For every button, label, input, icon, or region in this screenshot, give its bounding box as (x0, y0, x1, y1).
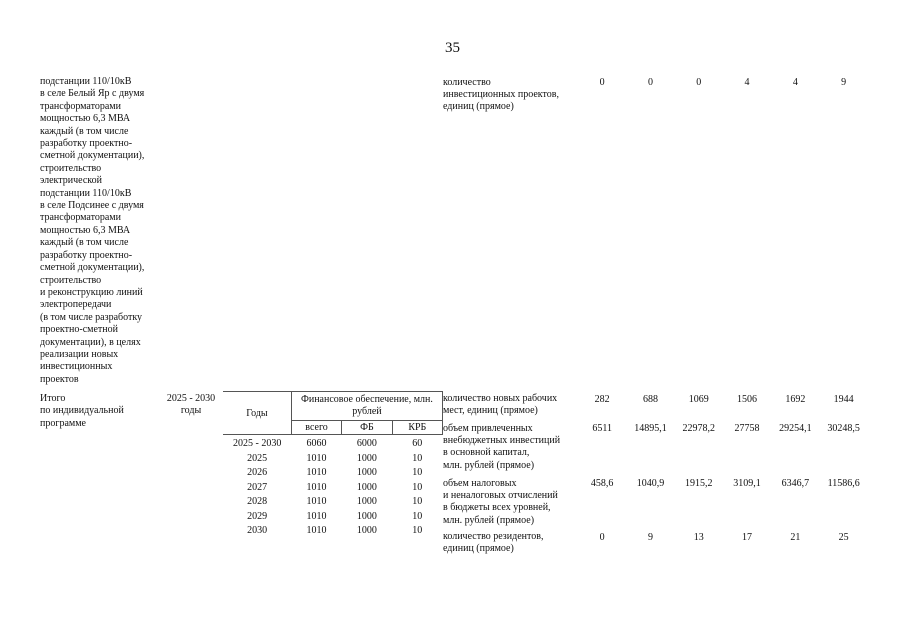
financing-table (223, 391, 443, 537)
project-line: в селе Подсинее с двумя (40, 200, 144, 212)
indicator-value: 3109,1 (733, 478, 761, 489)
fb-cell: 6000 (356, 438, 377, 449)
project-line: электропередачи (40, 299, 112, 311)
project-line: трансформаторами (40, 212, 121, 224)
indicator-line: млн. рублей (прямое) (443, 459, 535, 471)
krb-cell: 60 (412, 438, 423, 449)
year-cell: 2025 (247, 452, 268, 464)
indicator-line: количество новых рабочих (443, 393, 558, 404)
indicator-value: 688 (642, 394, 658, 405)
project-line: мощностью 6,3 МВА (40, 224, 131, 236)
fb-cell: 1000 (356, 510, 377, 522)
indicator-value: 0 (696, 77, 702, 88)
year-cell: 2025 - 2030 (233, 438, 282, 449)
page-number: 35 (445, 40, 460, 56)
financing-row (223, 450, 443, 465)
project-line: реализации новых (40, 348, 119, 360)
indicator-value: 21 (790, 532, 801, 543)
indicator-value: 30248,5 (827, 423, 860, 434)
project-line: строительство (40, 162, 102, 174)
indicator-value: 1506 (737, 394, 758, 405)
indicator-value: 458,6 (590, 478, 614, 489)
indicator-value: 0 (599, 77, 605, 88)
indicator-line: объем налоговых (443, 478, 517, 489)
project-line: проектов (40, 373, 79, 385)
indicator-line: единиц (прямое) (443, 543, 514, 555)
year-cell: 2027 (247, 481, 268, 493)
financing-header: Финансовое обеспечение, млн. рублей (291, 392, 442, 421)
fb-subheader: ФБ (342, 421, 392, 435)
total-cell: 1010 (306, 525, 327, 536)
indicator-line: количество резидентов, (443, 531, 544, 542)
project-line: (в том числе разработку (40, 311, 143, 323)
financing-row (223, 465, 443, 480)
total-period (160, 393, 222, 418)
total-cell: 6060 (306, 438, 327, 449)
total-label-line: программе (40, 417, 86, 429)
project-line: и реконструкцию линий (40, 286, 143, 298)
indicator-value: 22978,2 (682, 423, 715, 434)
fb-cell: 1000 (356, 452, 377, 464)
indicator-line: и неналоговых отчислений (443, 490, 558, 502)
fb-cell: 1000 (356, 467, 377, 478)
indicator-line: в основной капитал, (443, 447, 530, 459)
total-cell: 1010 (306, 467, 327, 478)
indicator-line: количество (443, 77, 491, 88)
project-line: трансформаторами (40, 100, 121, 112)
project-line: строительство (40, 274, 102, 286)
financing-row (223, 523, 443, 538)
indicator-value: 9 (841, 77, 847, 88)
indicator-line: инвестиционных проектов, (443, 89, 559, 101)
indicator-value: 11586,6 (827, 478, 860, 489)
indicator-value: 0 (599, 532, 605, 543)
indicator-values-row (578, 423, 868, 434)
krb-cell: 10 (412, 496, 423, 507)
project-line: сметной документации), (40, 150, 145, 162)
project-line: в селе Белый Яр с двумя (40, 88, 145, 100)
total-cell: 1010 (306, 452, 327, 464)
fb-cell: 1000 (356, 481, 377, 493)
indicator-line: внебюджетных инвестиций (443, 435, 561, 447)
project-line: инвестиционных (40, 361, 113, 373)
total-cell: 1010 (306, 510, 327, 522)
krb-cell: 10 (412, 510, 423, 522)
indicator-value: 29254,1 (779, 423, 812, 434)
period-line: 2025 - 2030 (166, 393, 216, 404)
year-cell: 2029 (247, 510, 268, 522)
indicator-residents (443, 531, 583, 555)
project-line: электрической (40, 175, 102, 187)
indicator-value: 25 (838, 532, 849, 543)
indicator-values-row (578, 532, 868, 543)
indicator-line: объем привлеченных (443, 423, 533, 434)
project-line: сметной документации), (40, 262, 145, 274)
fb-cell: 1000 (356, 496, 377, 507)
project-line: разработку проектно- (40, 249, 133, 261)
year-cell: 2030 (247, 525, 268, 536)
project-line: подстанции 110/10кВ (40, 187, 132, 199)
indicator-value: 6511 (592, 423, 612, 434)
year-cell: 2028 (247, 496, 268, 507)
indicator-value: 6346,7 (781, 478, 810, 489)
project-line: каждый (в том числе (40, 237, 129, 249)
years-header: Годы (223, 392, 291, 435)
indicator-line: мест, единиц (прямое) (443, 405, 538, 417)
indicator-investment-projects (443, 77, 583, 114)
total-subheader: всего (291, 421, 341, 435)
total-label (40, 393, 160, 430)
project-line: разработку проектно- (40, 138, 133, 150)
financing-row (223, 435, 443, 451)
indicator-value: 1944 (833, 394, 854, 405)
period-line: годы (180, 405, 202, 417)
krb-cell: 10 (412, 525, 423, 536)
indicator-value: 1040,9 (636, 478, 665, 489)
indicator-line: единиц (прямое) (443, 101, 514, 113)
krb-cell: 10 (412, 452, 423, 464)
indicator-value: 1692 (785, 394, 806, 405)
indicator-values-row (578, 478, 868, 489)
financing-row (223, 479, 443, 494)
indicator-value: 4 (792, 77, 798, 88)
indicator-new-jobs (443, 393, 583, 417)
year-cell: 2026 (247, 467, 268, 478)
indicator-values-row (578, 77, 868, 88)
indicator-investments (443, 423, 583, 472)
total-label-line: по индивидуальной (40, 405, 124, 417)
project-line: документации), в целях (40, 336, 141, 348)
indicator-value: 17 (742, 532, 753, 543)
indicator-tax-revenue (443, 478, 583, 527)
financing-row (223, 494, 443, 509)
indicator-value: 1915,2 (684, 478, 713, 489)
krb-cell: 10 (412, 481, 423, 493)
total-cell: 1010 (306, 496, 327, 507)
krb-cell: 10 (412, 467, 423, 478)
project-line: мощностью 6,3 МВА (40, 113, 131, 125)
indicator-value: 4 (744, 77, 750, 88)
indicator-value: 27758 (734, 423, 760, 434)
indicator-value: 1069 (688, 394, 709, 405)
indicator-line: в бюджеты всех уровней, (443, 502, 551, 514)
indicator-line: млн. рублей (прямое) (443, 514, 535, 526)
total-label-line: Итого (40, 393, 66, 404)
financing-row (223, 508, 443, 523)
indicator-value: 13 (693, 532, 704, 543)
fb-cell: 1000 (356, 525, 377, 536)
indicator-value: 9 (647, 532, 653, 543)
total-cell: 1010 (306, 481, 327, 493)
project-line: каждый (в том числе (40, 125, 129, 137)
project-line: проектно-сметной (40, 324, 118, 336)
indicator-value: 282 (594, 394, 610, 405)
indicator-value: 14895,1 (634, 423, 667, 434)
project-line: подстанции 110/10кВ (40, 76, 132, 87)
indicator-values-row (578, 394, 868, 405)
krb-subheader: КРБ (392, 421, 442, 435)
indicator-value: 0 (647, 77, 653, 88)
project-description (40, 76, 165, 386)
